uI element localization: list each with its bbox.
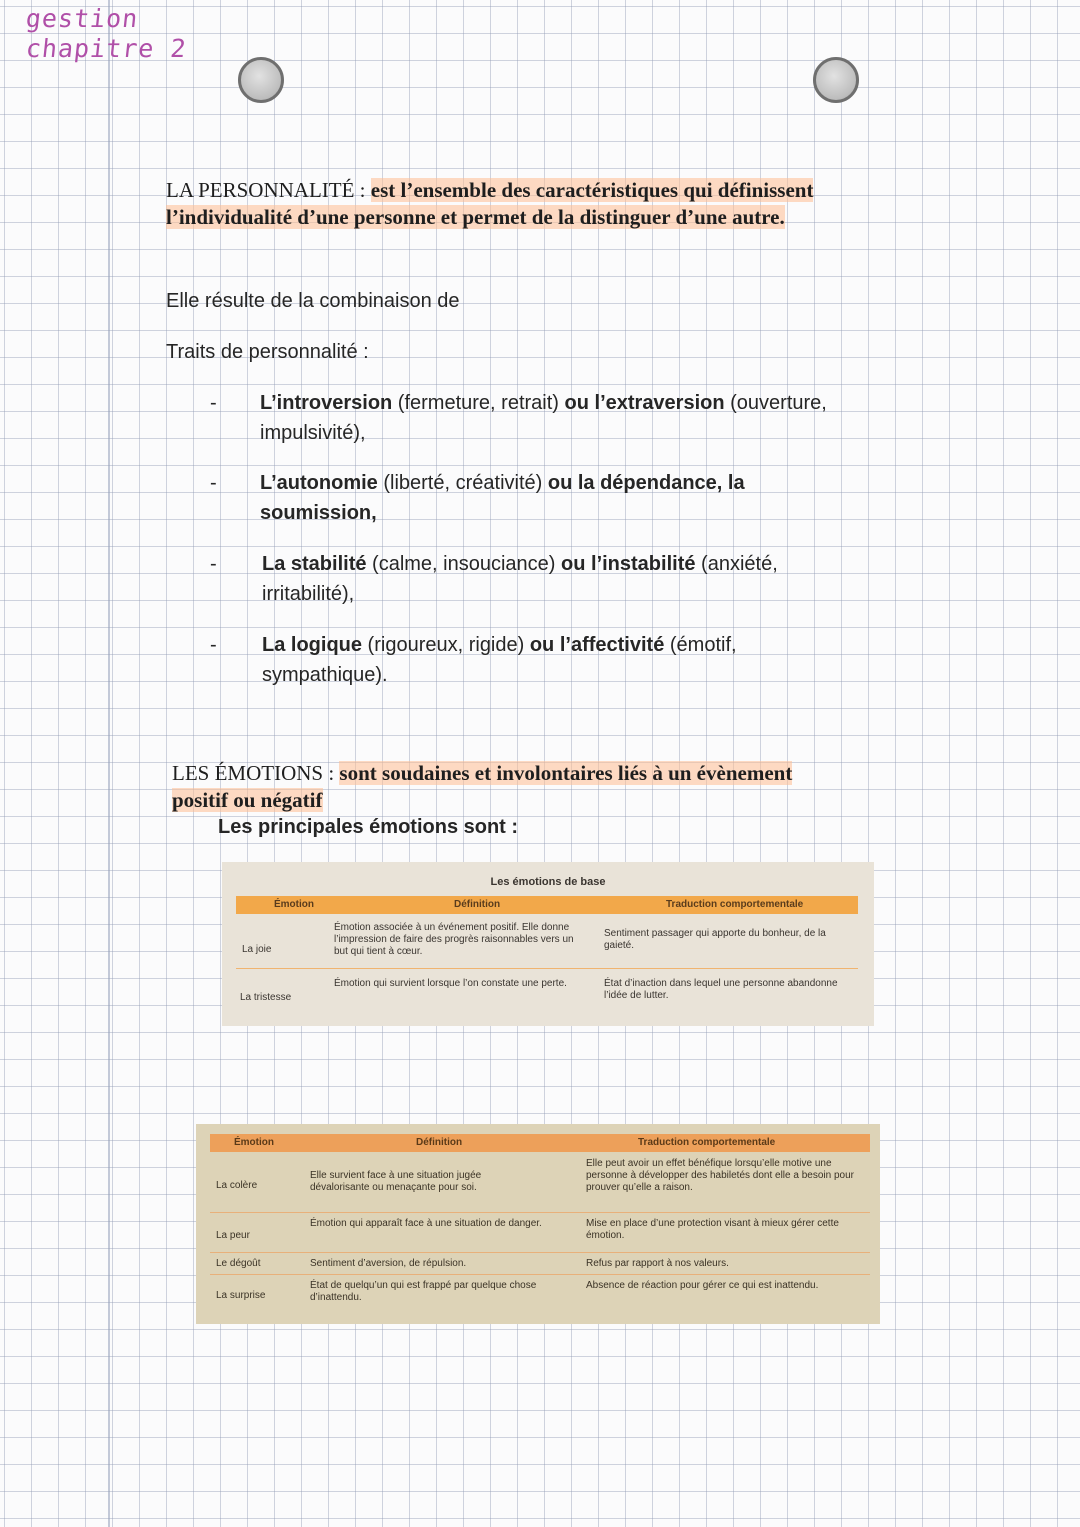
header-emotion: Émotion [274, 899, 314, 910]
table-row [210, 1154, 870, 1213]
table-row [210, 1276, 870, 1312]
basic-emotions-table [222, 862, 874, 1026]
cell-definition: État de quelqu’un qui est frappé par quelque chose d’inattendu. [310, 1280, 537, 1303]
table-row [236, 970, 858, 1010]
cell-definition: Émotion associée à un événement positif. Elle donne l’impression de faire des progrès raisonnables vers un but qui tient à cœur. [334, 922, 574, 957]
trait-or: ou [529, 634, 555, 656]
personality-definition-line1: est l’ensemble des caractéristiques qui définissent [370, 178, 814, 202]
table-row [210, 1254, 870, 1275]
trait-a-desc: (calme, insouciance) [366, 553, 562, 575]
trait-a: La stabilité [262, 553, 367, 575]
trait-a-desc: (liberté, créativité) [377, 472, 548, 494]
trait-item [260, 468, 820, 528]
trait-item [262, 549, 822, 609]
table-row [210, 1214, 870, 1253]
trait-a: L’autonomie [260, 472, 378, 494]
cell-definition: Émotion qui survient lorsque l’on constate une perte. [334, 978, 567, 989]
table-header [236, 896, 858, 914]
cell-emotion: La surprise [216, 1290, 266, 1301]
emotions-subheading: Les principales émotions sont : [218, 816, 519, 838]
trait-b-desc: (anxiété, irritabilité), [262, 553, 778, 605]
cell-behavior: Elle peut avoir un effet bénéfique lorsqu’elle motive une personne à développer des habiletés dont elle a besoin pour prouver qu’elle a raison. [586, 1158, 854, 1193]
cell-definition: Elle survient face à une situation jugée dévalorisante ou menaçante pour soi. [310, 1170, 482, 1193]
trait-a: La logique [262, 634, 362, 656]
trait-b-desc: (ouverture, impulsivité), [260, 392, 827, 444]
list-bullet: - [210, 553, 217, 575]
trait-b: l’instabilité [585, 553, 696, 575]
emotions-definition-line2: positif ou négatif [172, 788, 323, 812]
list-bullet: - [210, 634, 217, 656]
table-header [210, 1134, 870, 1152]
trait-b: la dépendance, la soumission, [260, 472, 745, 524]
traits-heading: Traits de personnalité : [166, 341, 369, 363]
emotions-term: LES ÉMOTIONS : [172, 761, 335, 785]
cell-behavior: Mise en place d’une protection visant à mieux gérer cette émotion. [586, 1218, 839, 1241]
subject-title: gestion [24, 4, 140, 33]
binder-hole-right [813, 57, 859, 103]
trait-or: ou [547, 472, 573, 494]
emotions-definition [172, 760, 852, 814]
emotions-table [196, 1124, 880, 1324]
cell-emotion: La colère [216, 1180, 258, 1191]
header-behavior: Traduction comportementale [666, 899, 804, 910]
personality-definition [166, 177, 866, 231]
cell-emotion: La tristesse [240, 992, 292, 1003]
trait-b-desc: (émotif, sympathique). [262, 634, 737, 686]
header-definition: Définition [454, 899, 501, 910]
cell-emotion: La peur [216, 1230, 250, 1241]
intro-text: Elle résulte de la combinaison de [166, 290, 460, 312]
table-caption: Les émotions de base [490, 876, 606, 888]
personality-term: LA PERSONNALITÉ : [166, 178, 366, 202]
cell-definition: Sentiment d’aversion, de répulsion. [310, 1258, 467, 1269]
trait-a-desc: (rigoureux, rigide) [362, 634, 530, 656]
trait-a: L’introversion [260, 392, 393, 414]
emotions-definition-line1: sont soudaines et involontaires liés à un évènement [339, 761, 793, 785]
trait-b: l’extraversion [588, 392, 725, 414]
header-behavior: Traduction comportementale [638, 1137, 776, 1148]
margin-line [108, 0, 110, 1527]
table-row [236, 918, 858, 969]
list-bullet: - [210, 392, 217, 414]
header-emotion: Émotion [234, 1137, 274, 1148]
cell-emotion: La joie [242, 944, 272, 955]
chapter-title: chapitre 2 [24, 34, 189, 63]
cell-behavior: Sentiment passager qui apporte du bonheur, de la gaieté. [604, 928, 826, 951]
trait-b: l’affectivité [554, 634, 665, 656]
trait-item [262, 630, 802, 690]
list-bullet: - [210, 472, 217, 494]
cell-behavior: Refus par rapport à nos valeurs. [586, 1258, 729, 1269]
personality-definition-line2: l’individualité d’une personne et permet de la distinguer d’une autre. [166, 205, 785, 229]
trait-or: ou [564, 392, 589, 414]
cell-emotion: Le dégoût [216, 1258, 261, 1269]
cell-behavior: État d’inaction dans lequel une personne abandonne l’idée de lutter. [604, 978, 838, 1001]
cell-behavior: Absence de réaction pour gérer ce qui est inattendu. [586, 1280, 819, 1291]
trait-item [260, 388, 870, 448]
trait-or: ou [561, 553, 586, 575]
cell-definition: Émotion qui apparaît face à une situation de danger. [310, 1218, 542, 1229]
binder-hole-left [238, 57, 284, 103]
trait-a-desc: (fermeture, retrait) [392, 392, 565, 414]
header-definition: Définition [416, 1137, 463, 1148]
